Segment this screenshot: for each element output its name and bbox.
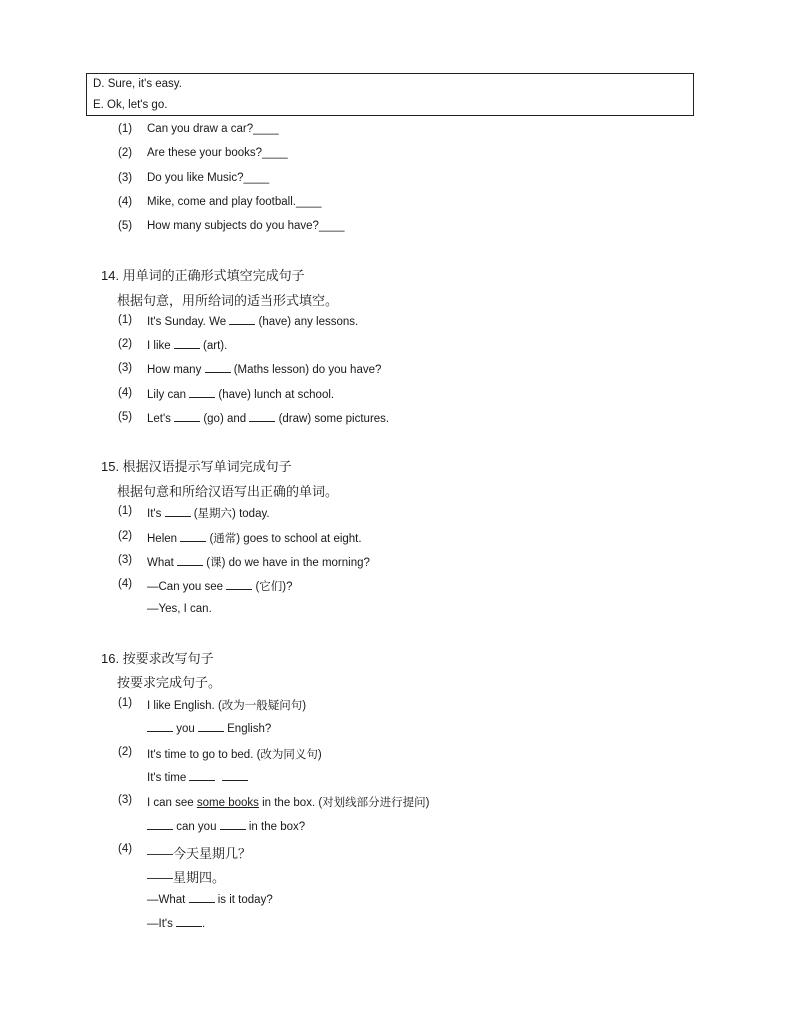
answer-blank[interactable] (222, 770, 248, 781)
answer-blank[interactable] (189, 892, 215, 903)
q14-item-3: How many (Maths lesson) do you have? (147, 364, 382, 376)
q16-item-2-line1: It's time to go to bed. (改为同义句) (147, 749, 322, 761)
q16-title: 16. 按要求改写句子 (101, 651, 214, 666)
answer-blank[interactable] (198, 721, 224, 732)
q16-instruction: 按要求完成句子。 (117, 675, 222, 690)
q13-item-5-text: How many subjects do you have?____ (147, 220, 345, 232)
q16-item-4-number: (4) (118, 843, 133, 855)
q16-item-3-line2: can you in the box? (147, 819, 305, 833)
q14-item-1-number: (1) (118, 314, 133, 326)
q13-item-3-number: (3) (118, 172, 133, 184)
q16-item-2-number: (2) (118, 746, 133, 758)
q15-item-1: It's (星期六) today. (147, 508, 270, 520)
q13-item-2-number: (2) (118, 147, 133, 159)
answer-blank[interactable] (174, 338, 200, 349)
q16-item-4-line4: —It's . (147, 918, 206, 930)
q13-item-5-number: (5) (118, 220, 133, 232)
answer-blank[interactable] (174, 411, 200, 422)
option-d: D. Sure, it's easy. (93, 78, 182, 90)
q14-item-1: It's Sunday. We (have) any lessons. (147, 316, 359, 328)
q15-item-4-number: (4) (118, 578, 133, 590)
q16-item-1-line2: you English? (147, 721, 271, 735)
q15-item-4: —Can you see (它们)? (147, 581, 293, 593)
q15-title: 15. 根据汉语提示写单词完成句子 (101, 459, 292, 474)
q14-item-4: Lily can (have) lunch at school. (147, 389, 335, 401)
q14-item-2: I like (art). (147, 340, 228, 352)
q15-item-1-number: (1) (118, 505, 133, 517)
q13-item-3-text: Do you like Music?____ (147, 172, 270, 184)
q16-item-4-line2: ——星期四。 (147, 870, 226, 885)
q13-item-4-number: (4) (118, 196, 133, 208)
q15-item-3-number: (3) (118, 554, 133, 566)
q14-instruction: 根据句意，用所给词的适当形式填空。 (117, 293, 339, 308)
q16-item-4-line1: ——今天星期几？ (147, 846, 252, 861)
underlined-phrase: some books (196, 797, 259, 809)
q16-item-1-line1: I like English. (改为一般疑问句) (147, 700, 307, 712)
q15-item-3: What (课) do we have in the morning? (147, 557, 370, 569)
q13-item-2-text: Are these your books?____ (147, 147, 288, 159)
q14-item-4-number: (4) (118, 387, 133, 399)
q13-item-1-number: (1) (118, 123, 133, 135)
q14-item-3-number: (3) (118, 362, 133, 374)
q14-title: 14. 用单词的正确形式填空完成句子 (101, 268, 305, 283)
answer-blank[interactable] (189, 770, 215, 781)
answer-blank[interactable] (176, 916, 202, 927)
answer-blank[interactable] (249, 411, 275, 422)
q14-item-5: Let's (go) and (draw) some pictures. (147, 413, 390, 425)
q15-instruction: 根据句意和所给汉语写出正确的单词。 (117, 484, 339, 499)
answer-blank[interactable] (229, 314, 255, 325)
q14-item-2-number: (2) (118, 338, 133, 350)
option-e: E. Ok, let's go. (93, 99, 168, 111)
q16-item-3-number: (3) (118, 794, 133, 806)
answer-blank[interactable] (147, 819, 173, 830)
q16-item-3-line1: I can see some books in the box. (对划线部分进行提问) (147, 797, 430, 809)
answer-blank[interactable] (226, 579, 252, 590)
q16-item-1-number: (1) (118, 697, 133, 709)
q13-item-1-text: Can you draw a car?____ (147, 123, 279, 135)
answer-blank[interactable] (220, 819, 246, 830)
q15-item-2-number: (2) (118, 530, 133, 542)
answer-blank[interactable] (205, 362, 231, 373)
q14-item-5-number: (5) (118, 411, 133, 423)
q15-item-2: Helen (通常) goes to school at eight. (147, 533, 362, 545)
answer-blank[interactable] (147, 721, 173, 732)
q16-item-4-line3: —What is it today? (147, 894, 273, 906)
answer-blank[interactable] (180, 531, 206, 542)
answer-blank[interactable] (165, 506, 191, 517)
answer-blank[interactable] (189, 387, 215, 398)
q13-item-4-text: Mike, come and play football.____ (147, 196, 322, 208)
answer-blank[interactable] (177, 555, 203, 566)
q16-item-2-line2: It's time (147, 770, 248, 784)
q15-item-4-reply: —Yes, I can. (147, 603, 212, 615)
